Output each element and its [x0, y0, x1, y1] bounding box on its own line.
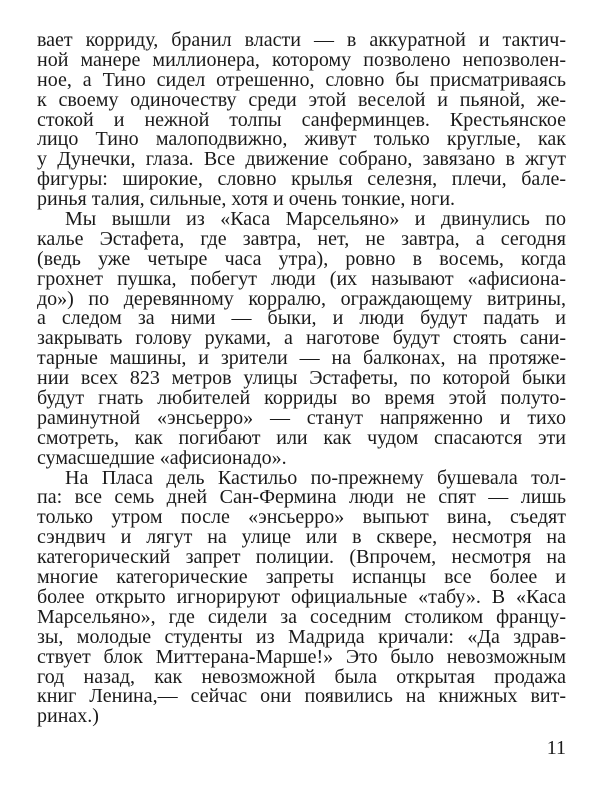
text-line: раминутной «энсьерро» — станут напряженно и тихо [37, 406, 566, 429]
text-line: па: все семь дней Сан-Фермина люди не спят — лишь [37, 486, 566, 509]
text-line: грохнет пушка, побегут люди (их называют «афисиона- [37, 267, 566, 290]
text-line: смотреть, как погибают или как чудом спасаются эти [37, 426, 566, 449]
text-line: ринах.) [37, 705, 99, 728]
text-line: ринья талия, сильные, хотя и очень тонкие, ноги. [37, 188, 456, 211]
text-line: будут гнать любителей корриды во время этой полуто- [37, 387, 566, 410]
page-number: 11 [546, 737, 566, 759]
text-line: книг Ленина,— сейчас они появились на книжных вит- [37, 685, 566, 708]
text-line: только утром после «энсьерро» выпьют вина, съедят [37, 506, 566, 529]
text-line: сумасшедшие «афисионадо». [37, 446, 287, 469]
text-line: закрывать голову руками, а наготове будут стоять сани- [37, 327, 566, 350]
text-line: (ведь уже четыре часа утра), ровно в восемь, когда [37, 247, 566, 270]
text-line: тарные машины, и зрители — на балконах, на протяже- [37, 347, 566, 370]
text-line: фигуры: широкие, словно крылья селезня, плечи, бале- [37, 168, 566, 191]
text-line: зы, молодые студенты из Мадрида кричали: «Да здрав- [37, 625, 566, 648]
text-line: лицо Тино малоподвижно, живут только круглые, как [37, 128, 566, 151]
text-line: ное, а Тино сидел отрешенно, словно бы присматриваясь [37, 68, 566, 91]
text-line: Марсельяно», где сидели за соседним столиком францу- [37, 605, 566, 628]
text-line: ствует блок Миттерана-Марше!» Это было невозможным [37, 645, 566, 668]
text-line: вает корриду, бранил власти — в аккуратной и тактич- [37, 29, 566, 51]
text-line: а следом за ними — быки, и люди будут падать и [37, 307, 566, 330]
text-line: ной манере миллионера, которому позволено непозволен- [37, 48, 566, 71]
text-line: стокой и нежной толпы санферминцев. Крестьянское [37, 108, 566, 131]
text-line: Мы вышли из «Каса Марсельяно» и двинулись по [65, 208, 566, 231]
text-line: нии всех 823 метров улицы Эстафеты, по которой быки [37, 367, 566, 390]
text-line: до») по деревянному корралю, ограждающему витрины, [37, 287, 566, 310]
text-line: калье Эстафета, где завтра, нет, не завтра, а сегодня [37, 227, 566, 250]
text-line: более открыто игнорируют официальные «табу». В «Каса [37, 585, 566, 608]
text-line: у Дунечки, глаза. Все движение собрано, завязано в жгут [37, 148, 566, 171]
body-text [37, 31, 566, 727]
text-line: год назад, как невозможной была открытая продажа [37, 665, 566, 688]
text-line: категорический запрет полиции. (Впрочем, несмотря на [37, 546, 566, 569]
text-line: сэндвич и лягут на улице или в сквере, несмотря на [37, 526, 566, 549]
text-line: к своему одиночеству среди этой веселой и пьяной, же- [37, 88, 566, 111]
text-line: многие категорические запреты испанцы все более и [37, 566, 566, 589]
text-line: На Пласа дель Кастильо по-прежнему бушевала тол- [65, 466, 566, 489]
